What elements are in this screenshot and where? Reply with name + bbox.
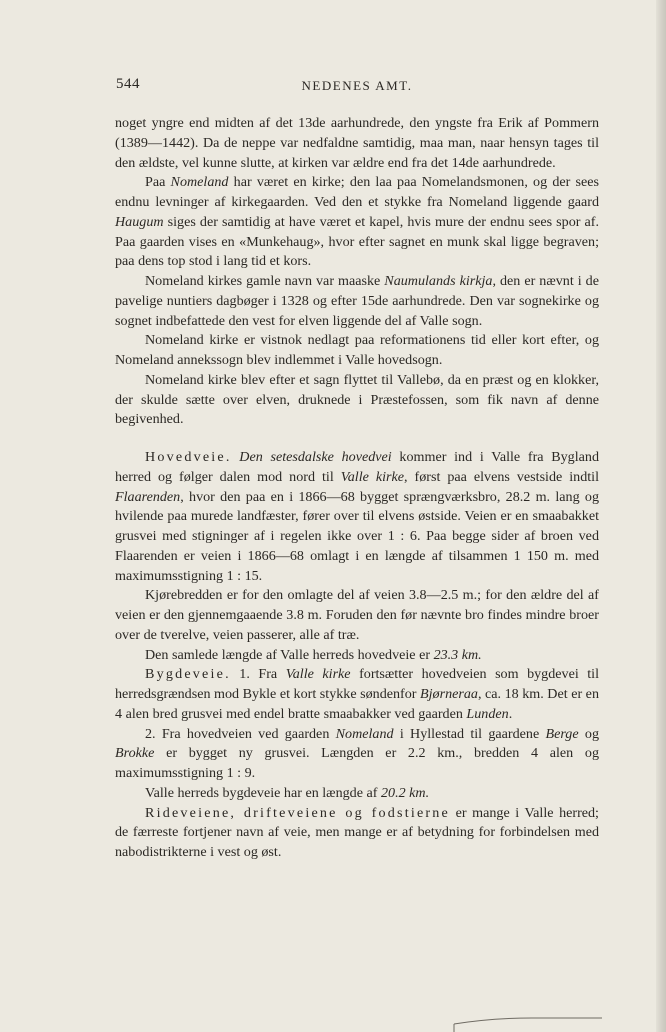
text-segment: Valle herreds bygdeveie har en længde af bbox=[145, 784, 381, 801]
paragraph-p1 bbox=[115, 114, 599, 173]
text-segment: Nomeland bbox=[170, 174, 229, 191]
text-segment: 2. Fra hovedveien ved gaarden bbox=[145, 725, 336, 742]
text-segment: og bbox=[578, 725, 599, 742]
running-head: NEDENES AMT. bbox=[301, 78, 413, 93]
text-segment: Den setesdalske hovedvei bbox=[239, 449, 392, 465]
text-segment: Hovedveie. bbox=[145, 449, 232, 465]
paragraph-p4 bbox=[115, 331, 599, 371]
paragraph-p11 bbox=[115, 784, 599, 804]
text-segment: , hvor den paa en i 1866—68 bygget sprængværksbro, 28.2 m. lang og hvilende paa murede landfæster, fører over til elvens østside. Veien er en smaabakket grusvei med stigninger af i regelen ikke over 1 : 6. Paa begge sider af broen ved Flaarenden er veien i 1866—68 omlagt i en længde af tilsammen 1 150 m. med maximumsstigning 1 : 15. bbox=[115, 488, 599, 584]
paragraph-p7 bbox=[115, 586, 599, 645]
text-segment: Berge bbox=[545, 725, 579, 742]
paragraph-p12 bbox=[115, 804, 599, 863]
text-segment: , ca. 18 km. Det er en 4 alen bred grusvei med endel bratte smaabakker ved gaarden bbox=[115, 686, 599, 722]
text-segment: Valle kirke bbox=[285, 666, 351, 683]
text-segment: Paa bbox=[145, 174, 171, 191]
text-segment: er mange i Valle herred; de færreste fortjener navn af veie, men mange er af betydning for forbindelsen med nabodistrikterne i vest og øst. bbox=[115, 804, 599, 860]
text-segment: 20.2 km. bbox=[380, 784, 430, 801]
text-segment: fortsætter hovedveien som bygdevei til herredsgrændsen mod Bykle et kort stykke søndenfor bbox=[115, 666, 599, 702]
text-segment: Naumulands kirkja bbox=[384, 273, 493, 289]
paragraph-p8 bbox=[115, 646, 599, 666]
text-segment: 1. Fra bbox=[230, 666, 286, 683]
text-segment: kommer ind i Valle fra Bygland herred og følger dalen mod nord til bbox=[115, 449, 599, 485]
text-segment: Brokke bbox=[115, 745, 155, 762]
paragraph-p5 bbox=[115, 371, 599, 430]
text-segment: , den er nævnt i de pavelige nuntiers dagbøger i 1328 og efter 15de aarhundrede. Den var sognekirke og sognet indbefattede den vest for elven liggende del af Valle sogn. bbox=[115, 273, 599, 329]
text-segment: Nomeland kirke blev efter et sagn flyttet til Vallebø, da en præst og en klokker, der skulde sætte over elven, druknede i Præstefossen, som fik navn af denne begivenhed. bbox=[115, 371, 599, 428]
text-segment: er bygget ny grusvei. Længden er 2.2 km., bredden 4 alen og maximumsstigning 1 : 9. bbox=[115, 745, 599, 781]
page-header bbox=[116, 76, 598, 98]
page-edge-shadow bbox=[656, 0, 666, 1032]
text-segment: . bbox=[508, 705, 513, 722]
text-segment: Den samlede længde af Valle herreds hovedveie er bbox=[145, 646, 434, 663]
text-segment: har været en kirke; den laa paa Nomelandsmonen, og der sees endnu levninger af kirkegaarden. Ved den et stykke fra Nomeland liggende gaard bbox=[115, 174, 599, 210]
text-segment: Kjørebredden er for den omlagte del af veien 3.8—2.5 m.; for den ældre del af veien er den gjennemgaaende 3.8 m. Foruden den før nævnte bro findes mindre broer over de tverelve, veien passerer, alle af træ. bbox=[115, 587, 599, 643]
paragraph-p9 bbox=[115, 665, 599, 724]
paragraph-p3 bbox=[115, 272, 599, 331]
text-segment: Bygdeveie. bbox=[145, 666, 231, 683]
text-segment: siges der samtidig at have været et kapel, hvis mure der endnu sees spor af. Paa gaarden vises en «Munkehaug», hvor efter sagnet en munk skal ligge begraven; paa dens top stod i lang tid et kors. bbox=[115, 213, 599, 270]
paragraph-p10 bbox=[115, 725, 599, 784]
text-segment: Lunden bbox=[466, 705, 509, 722]
text-segment: Flaarenden bbox=[115, 488, 181, 505]
paragraph-p2 bbox=[115, 173, 599, 272]
body-text bbox=[115, 114, 599, 863]
page-number: 544 bbox=[116, 76, 140, 92]
text-segment: , først paa elvens vestside indtil bbox=[404, 468, 600, 485]
text-segment: Nomeland kirke er vistnok nedlagt paa reformationens tid eller kort efter, og Nomeland annekssogn blev indlemmet i Valle hovedsogn. bbox=[115, 332, 599, 368]
text-segment: Rideveiene, drifteveiene og fodstierne bbox=[145, 804, 451, 821]
page-corner-mark bbox=[452, 1010, 612, 1032]
text-segment: i Hyllestad til gaardene bbox=[393, 725, 546, 742]
text-segment: 23.3 km. bbox=[433, 646, 482, 663]
text-segment: noget yngre end midten af det 13de aarhundrede, den yngste fra Erik af Pommern (1389—1442). Da de neppe var nedfaldne samtidig, maa man, naar hensyn tages til den ældste, vel kunne slutte, at kirken var ældre end fra det 14de aarhundrede. bbox=[115, 115, 599, 171]
text-segment: Bjørneraa bbox=[420, 686, 478, 702]
text-segment: Valle kirke bbox=[340, 468, 405, 485]
text-segment: Nomeland kirkes gamle navn var maaske bbox=[145, 273, 385, 289]
paragraph-p6 bbox=[115, 448, 599, 586]
text-segment: Nomeland bbox=[335, 725, 394, 742]
text-segment: Haugum bbox=[115, 213, 164, 230]
